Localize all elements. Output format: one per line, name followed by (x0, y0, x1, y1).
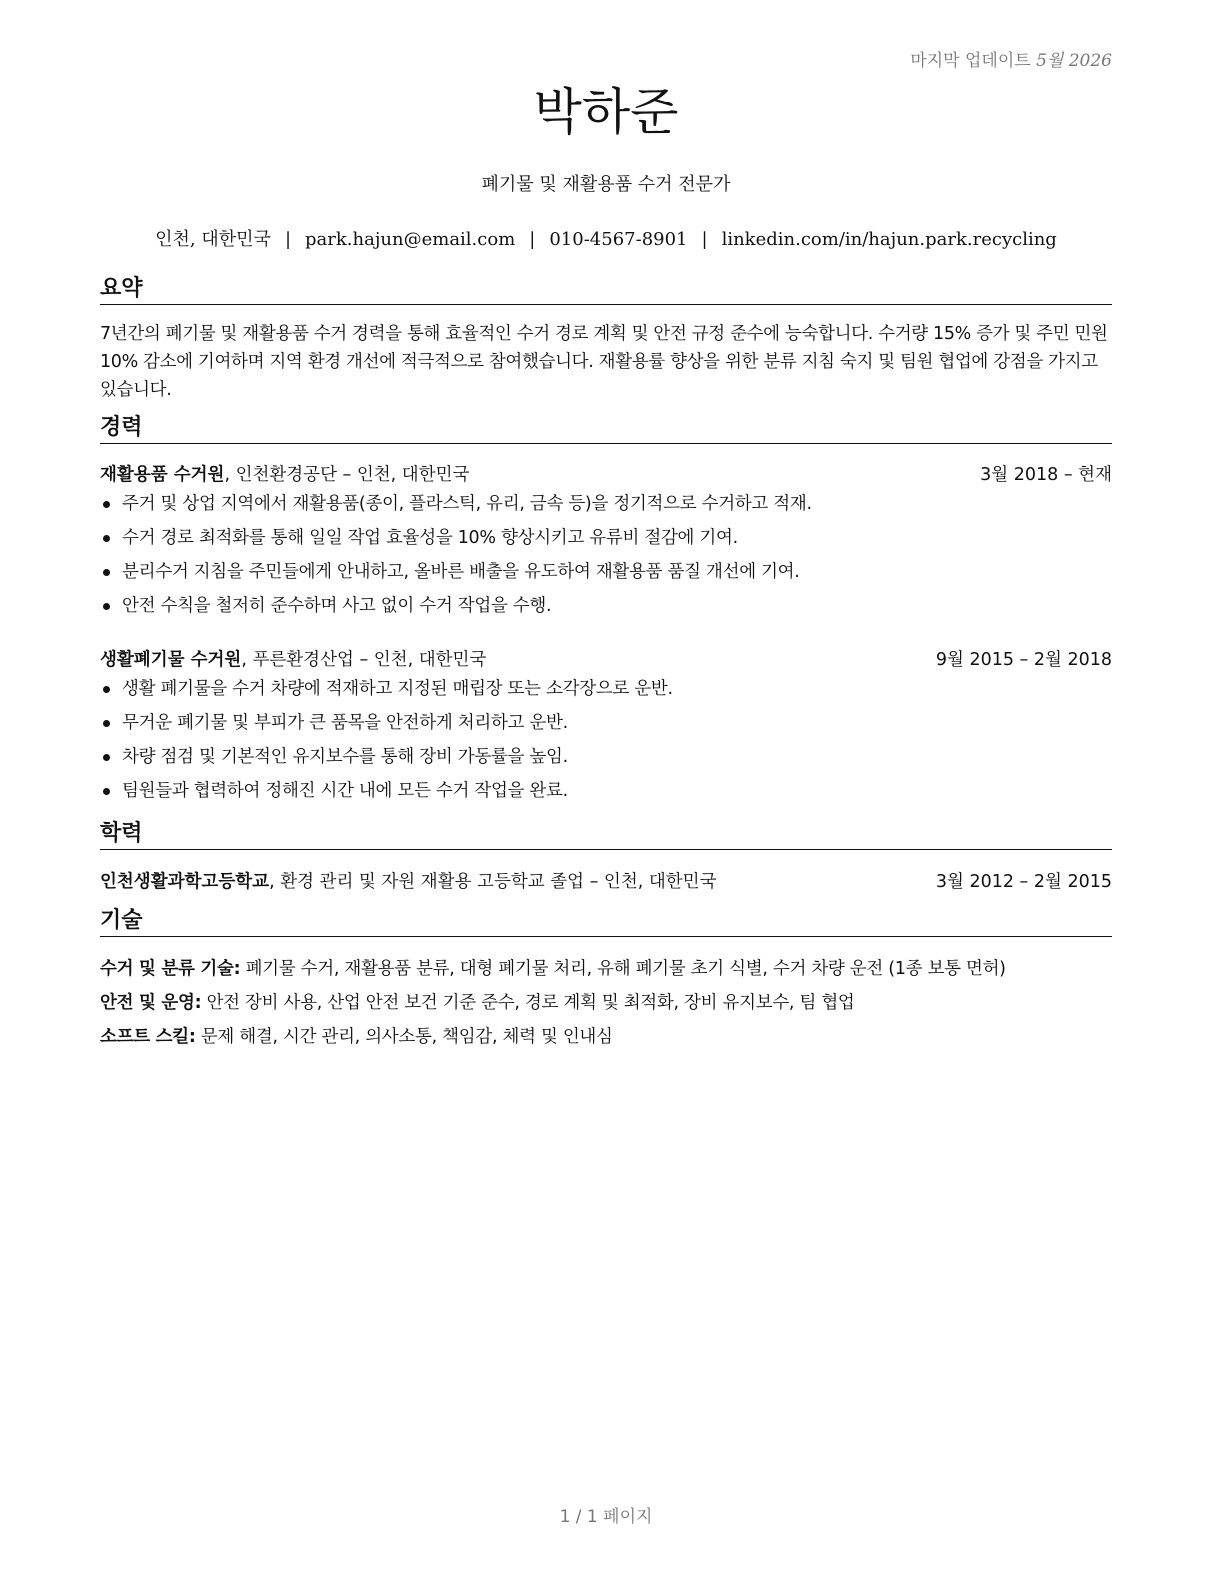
list-item (100, 555, 1112, 589)
bullet-text: 차량 점검 및 기본적인 유지보수를 통해 장비 가동률을 높임. (122, 747, 568, 767)
skill-line (100, 989, 1112, 1014)
job-header (100, 461, 1112, 486)
bullet-icon (103, 720, 110, 727)
skill-label: 안전 및 운영: (100, 993, 202, 1013)
bullet-text: 주거 및 상업 지역에서 재활용품(종이, 플라스틱, 유리, 금속 등)을 정기적으로 수거하고 적재. (122, 494, 812, 514)
contact-email[interactable]: park.hajun@email.com (305, 229, 516, 250)
bullet-icon (103, 535, 110, 542)
headline: 폐기물 및 재활용품 수거 전문가 (481, 174, 731, 195)
skill-text: 문제 해결, 시간 관리, 의사소통, 책임감, 체력 및 인내심 (195, 1027, 613, 1047)
section-title-education: 학력 (100, 822, 1112, 850)
last-updated-date: 5월 2026 (1036, 51, 1112, 71)
skill-text: 안전 장비 사용, 산업 안전 보건 기준 준수, 경로 계획 및 최적화, 장비 유지보수, 팀 협업 (201, 993, 855, 1013)
list-item (100, 706, 1112, 740)
bullet-text: 분리수거 지침을 주민들에게 안내하고, 올바른 배출을 유도하여 재활용품 품질 개선에 기여. (122, 562, 800, 582)
bullet-icon (103, 788, 110, 795)
bullet-text: 무거운 폐기물 및 부피가 큰 품목을 안전하게 처리하고 운반. (122, 713, 568, 733)
contact-separator: | (529, 229, 536, 250)
contact-separator: | (284, 229, 292, 250)
page-number: 1 / 1 페이지 (559, 1507, 653, 1527)
list-item (100, 740, 1112, 774)
list-item (100, 487, 1112, 521)
bullet-text: 안전 수칙을 철저히 준수하며 사고 없이 수거 작업을 수행. (122, 596, 552, 616)
bullet-text: 수거 경로 최적화를 통해 일일 작업 효율성을 10% 향상시키고 유류비 절감에 기여. (122, 528, 738, 548)
job-bullets (100, 672, 1112, 808)
list-item (100, 589, 1112, 623)
education-dates: 3월 2012 – 2월 2015 (935, 872, 1112, 892)
bullet-text: 생활 폐기물을 수거 차량에 적재하고 지정된 매립장 또는 소각장으로 운반. (122, 679, 673, 699)
education-detail: , 환경 관리 및 자원 재활용 고등학교 졸업 – 인천, 대한민국 (269, 872, 717, 892)
job-header (100, 646, 1112, 671)
bullet-icon (103, 603, 110, 610)
bullet-icon (103, 754, 110, 761)
bullet-icon (103, 569, 110, 576)
skill-label: 수거 및 분류 기술: (100, 959, 241, 979)
job-bullets (100, 487, 1112, 623)
summary-text: 7년간의 폐기물 및 재활용품 수거 경력을 통해 효율적인 수거 경로 계획 및 안전 규정 준수에 능숙합니다. 수거량 15% 증가 및 주민 민원 10% 감소에 기여하며 지역 환경 개선에 적극적으로 참여했습니다. 재활용률 향상을 위한 분류 지침 숙지 및 팀원 협업에 강점을 가지고 있습니다. (100, 324, 1108, 400)
section-title-experience: 경력 (100, 416, 1112, 444)
job-dates: 9월 2015 – 2월 2018 (935, 650, 1112, 670)
bullet-icon (103, 686, 110, 693)
list-item (100, 774, 1112, 808)
section-title-skills: 기술 (100, 909, 1112, 937)
job-dates: 3월 2018 – 현재 (980, 465, 1112, 485)
bullet-text: 팀원들과 협력하여 정해진 시간 내에 모든 수거 작업을 완료. (122, 781, 568, 801)
skill-text: 폐기물 수거, 재활용품 분류, 대형 폐기물 처리, 유해 폐기물 초기 식별, 수거 차량 운전 (1종 보통 면허) (240, 959, 1006, 979)
last-updated (910, 46, 1112, 71)
resume-page (100, 0, 1112, 1584)
bullet-icon (103, 501, 110, 508)
contact-line (100, 225, 1112, 251)
contact-separator: | (701, 229, 708, 250)
skill-line (100, 955, 1112, 980)
last-updated-label: 마지막 업데이트 (910, 51, 1031, 71)
job-role: 재활용품 수거원 (100, 465, 225, 485)
candidate-name: 박하준 (533, 83, 679, 141)
job-org: , 인천환경공단 – 인천, 대한민국 (224, 465, 470, 485)
job-role: 생활폐기물 수거원 (100, 650, 242, 670)
skill-label: 소프트 스킬: (100, 1027, 196, 1047)
contact-linkedin[interactable]: linkedin.com/in/hajun.park.recycling (721, 229, 1057, 250)
section-title-summary: 요약 (100, 277, 1112, 305)
school-name: 인천생활과학고등학교 (100, 872, 270, 892)
list-item (100, 672, 1112, 706)
education-entry (100, 868, 1112, 893)
job-org: , 푸른환경산업 – 인천, 대한민국 (241, 650, 487, 670)
list-item (100, 521, 1112, 555)
contact-phone[interactable]: 010-4567-8901 (549, 229, 688, 250)
contact-location: 인천, 대한민국 (155, 229, 271, 250)
skill-line (100, 1023, 1112, 1048)
